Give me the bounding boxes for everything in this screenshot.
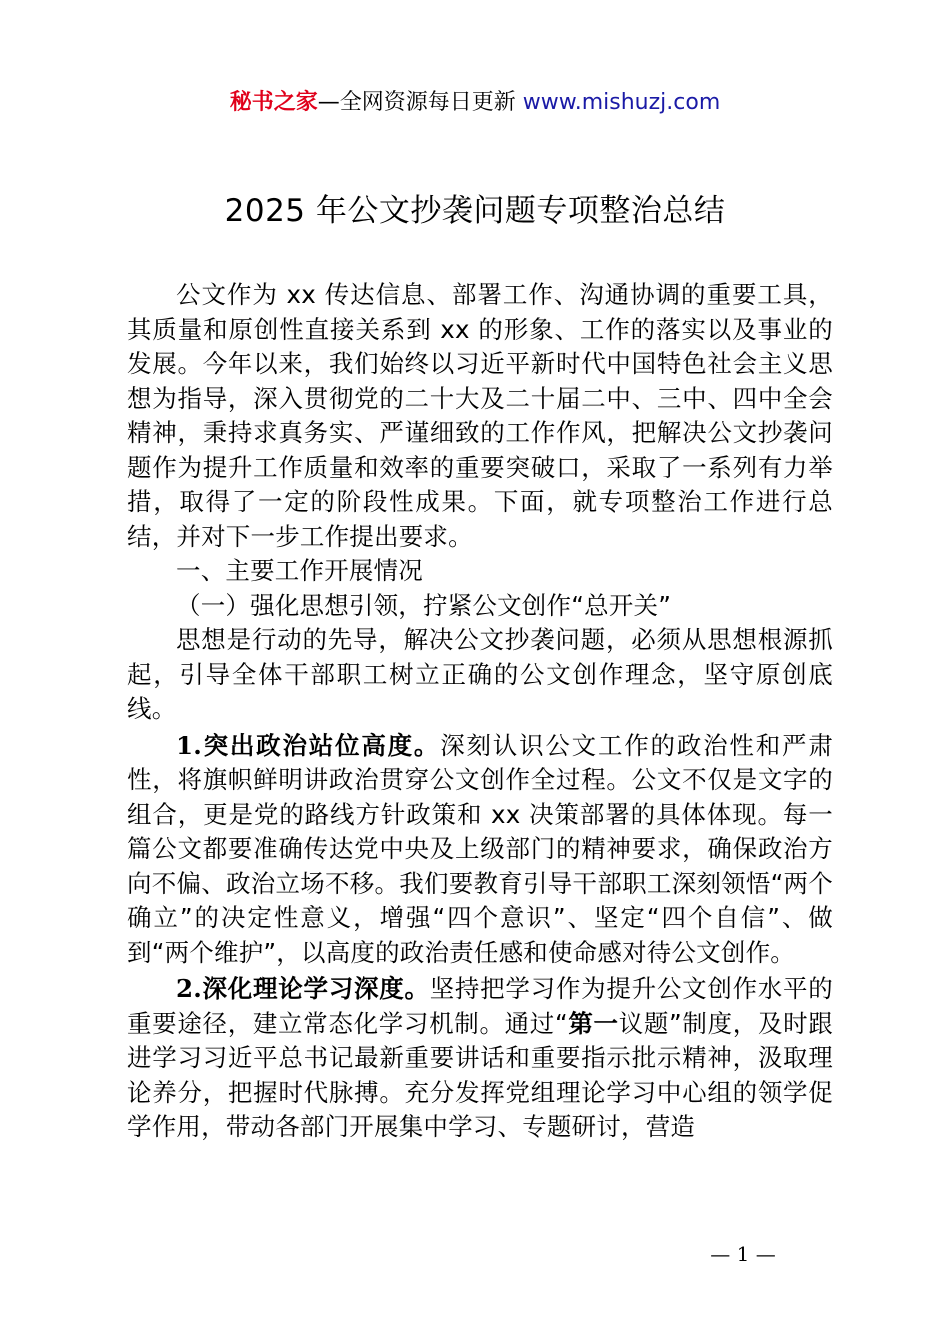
item-number-2: 2. xyxy=(176,974,202,1003)
item-number-1: 1. xyxy=(176,730,202,760)
item-text-2-before: 坚持把学习作为提升公文创作水平的重要途径，建立常态化学习机制。通过“ xyxy=(127,974,833,1038)
subsection-paragraph: 思想是行动的先导，解决公文抄袭问题，必须从思想根源抓起，引导全体干部职工树立正确的公文创作理念，坚守原创底线。 xyxy=(127,625,833,723)
item-heading-2: 深化理论学习深度。 xyxy=(201,974,430,1003)
item-text-1: 深刻认识公文工作的政治性和严肃性，将旗帜鲜明讲政治贯穿公文创作全过程。公文不仅是文字的组合，更是党的路线方针政策和 xx 决策部署的具体体现。每一篇公文都要准确传达党中央及上级部门的精神要求，确保政治方向不偏、政治立场不移。我们要教育引导干部职工深刻领悟“两个确立”的决定性意义，增强“四个意识”、坚定“四个自信”、做到“两个维护”，以高度的政治责任感和使命感对待公文创作。 xyxy=(127,730,833,967)
site-tagline: —全网资源每日更新 xyxy=(317,90,523,115)
item-paragraph-1 xyxy=(127,729,833,971)
document-title: 2025 年公文抄袭问题专项整治总结 xyxy=(224,193,726,229)
site-url-link[interactable]: www.mishuzj.com xyxy=(522,90,721,115)
item-text-2-after: 议题”制度，及时跟进学习习近平总书记最新重要讲话和重要指示批示精神，汲取理论养分，把握时代脉搏。充分发挥党组理论学习中心组的领学促学作用，带动各部门开展集中学习、专题研讨，营造 xyxy=(127,1008,833,1141)
item-text-2-bold: 第一 xyxy=(567,1008,619,1038)
subsection-heading: （一）强化思想引领，拧紧公文创作“总开关” xyxy=(176,590,672,620)
site-brand: 秘书之家 xyxy=(229,90,318,115)
item-heading-1: 突出政治站位高度。 xyxy=(201,730,441,760)
document-body xyxy=(127,278,833,1145)
item-paragraph-2 xyxy=(127,972,833,1145)
section-heading: 一、主要工作开展情况 xyxy=(176,556,423,585)
intro-paragraph: 公文作为 xx 传达信息、部署工作、沟通协调的重要工具，其质量和原创性直接关系到 xx 的形象、工作的落实以及事业的发展。今年以来，我们始终以习近平新时代中国特色社会主义思想为指导，深入贯彻党的二十大及二十届二中、三中、四中全会精神，秉持求真务实、严谨细致的工作作风，把解决公文抄袭问题作为提升工作质量和效率的重要突破口，采取了一系列有力举措，取得了一定的阶段性成果。下面，就专项整治工作进行总结，并对下一步工作提出要求。 xyxy=(127,280,833,551)
page-number: — 1 — xyxy=(710,1242,776,1266)
site-header xyxy=(0,88,950,118)
